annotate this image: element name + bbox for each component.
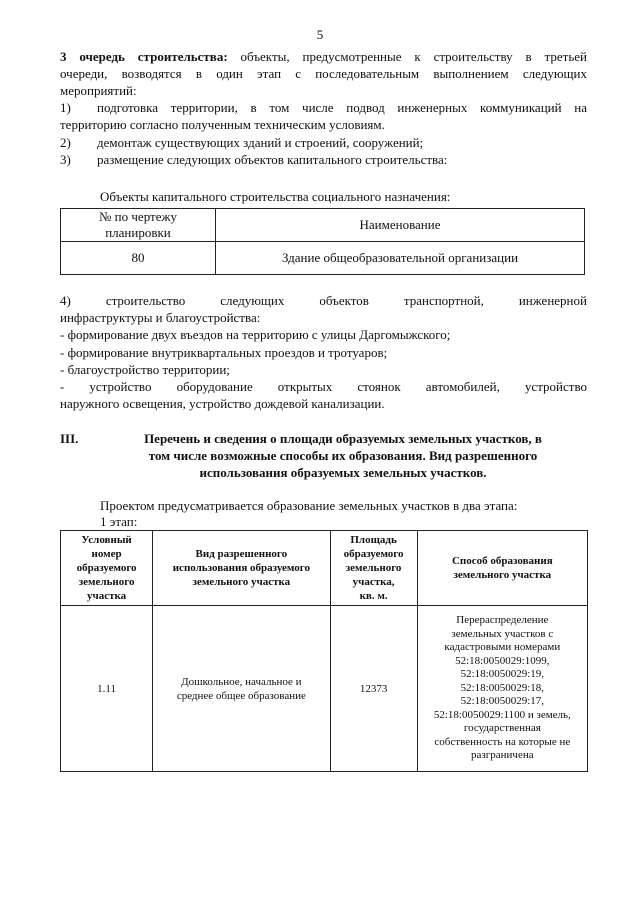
section-title: Перечень и сведения о площади образуемых земельных участков, в том числе возможные способы их образования. Вид разрешенного использования образуемых земельных участков. — [144, 431, 542, 480]
table-cell: Перераспределение земельных участков с кадастровыми номерами 52:18:0050029:1099, 52:18:0050029:19, 52:18:0050029:18, 52:18:0050029:17, 52:18:0050029:1100 и земель, государственная собственность на которые не разграничена — [417, 606, 587, 772]
stage3-item-1: 1) подготовка территории, в том числе подвод инженерных коммуникаций на — [60, 100, 587, 115]
table-header-cell: Наименование — [216, 209, 585, 242]
list-item: - устройство оборудование открытых стоянок автомобилей, устройство — [60, 379, 587, 394]
table-cell: Дошкольное, начальное и среднее общее образование — [153, 606, 330, 772]
item4-line2: инфраструктуры и благоустройства: — [60, 310, 261, 325]
item4-line1: 4) строительство следующих объектов транспортной, инженерной — [60, 293, 587, 308]
table-header-cell: № по чертежу планировки — [61, 209, 216, 242]
section-intro: Проектом предусматривается образование земельных участков в два этапа: — [100, 498, 518, 513]
section-number: III. — [60, 431, 79, 446]
table-cell: Здание общеобразовательной организации — [216, 242, 585, 275]
table-header-cell: Способ образования земельного участка — [417, 531, 587, 606]
stage3-item-3: 3) размещение следующих объектов капитального строительства: — [60, 152, 448, 167]
page-number: 5 — [316, 27, 324, 42]
list-item: - формирование двух въездов на территорию с улицы Даргомыжского; — [60, 327, 451, 342]
land-plots-table — [60, 530, 588, 772]
stage-label: 1 этап: — [100, 514, 138, 529]
stage3-heading: 3 очередь строительства: — [60, 49, 228, 64]
stage3-intro-line1: 3 очередь строительства: объекты, предусмотренные к строительству в третьей — [60, 49, 587, 64]
stage3-item-1-cont: территорию согласно полученным техническим условиям. — [60, 117, 385, 132]
table1-caption: Объекты капитального строительства социального назначения: — [100, 189, 451, 204]
table-cell: 80 — [61, 242, 216, 275]
stage3-item-2: 2) демонтаж существующих зданий и строений, сооружений; — [60, 135, 424, 150]
table-header-cell: Условный номер образуемого земельного участка — [61, 531, 153, 606]
table-header-row — [61, 531, 588, 606]
stage3-intro-line2: очереди, возводятся в один этап с последовательным выполнением следующих — [60, 66, 587, 81]
table-header-cell: Вид разрешенного использования образуемого земельного участка — [153, 531, 330, 606]
table-header-row — [61, 209, 585, 242]
stage3-intro-line3: мероприятий: — [60, 83, 137, 98]
list-item-cont: наружного освещения, устройство дождевой канализации. — [60, 396, 385, 411]
table-cell: 12373 — [330, 606, 417, 772]
list-item: - формирование внутриквартальных проездов и тротуаров; — [60, 345, 388, 360]
table-row — [61, 242, 585, 275]
table-row — [61, 606, 588, 772]
table-cell: 1.11 — [61, 606, 153, 772]
capital-objects-table — [60, 208, 585, 275]
table-header-cell: Площадь образуемого земельного участка, кв. м. — [330, 531, 417, 606]
list-item: - благоустройство территории; — [60, 362, 230, 377]
